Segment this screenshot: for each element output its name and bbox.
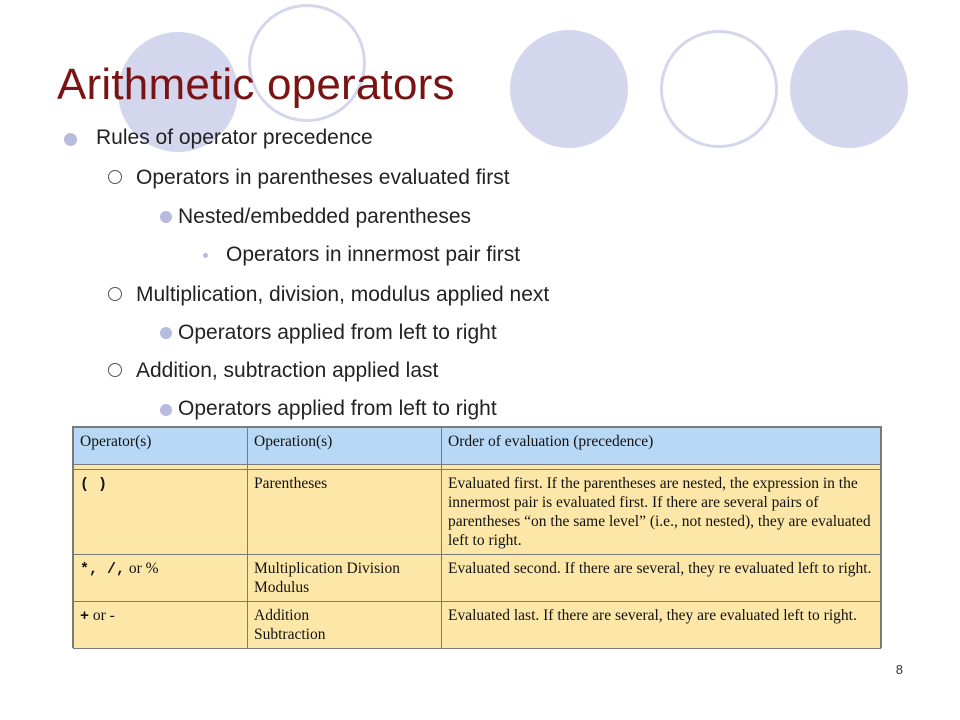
bullet-dot-icon	[160, 211, 172, 223]
table-header-row	[74, 428, 881, 465]
slide-title: Arithmetic operators	[57, 60, 455, 109]
operation-text-line2: Modulus	[254, 579, 310, 596]
decorative-circle	[510, 30, 628, 148]
page-number: 8	[895, 662, 903, 677]
bullet-item: Nested/embedded parentheses	[178, 205, 472, 228]
order-cell: Evaluated first. If the parentheses are nested, the expression in the innermost pair is evaluated first. If there are several pairs of parentheses “on the same level” (i.e., not nested), they are evaluated left to right.	[442, 470, 881, 555]
operation-cell	[248, 555, 442, 602]
bullet-item: Operators in parentheses evaluated first	[136, 166, 510, 189]
column-header-operations: Operation(s)	[248, 428, 442, 465]
operation-cell	[248, 602, 442, 649]
bullet-ring-icon	[108, 170, 122, 184]
bullet-item: Operators in innermost pair first	[226, 243, 521, 266]
operator-suffix: or -	[89, 607, 115, 624]
bullet-dot-icon	[160, 327, 172, 339]
decorative-circle	[790, 30, 908, 148]
bullet-ring-icon	[108, 363, 122, 377]
operation-text-line2: Subtraction	[254, 626, 326, 643]
table-row	[74, 602, 881, 649]
column-header-operators: Operator(s)	[74, 428, 248, 465]
bullet-item: Multiplication, division, modulus applied next	[136, 283, 550, 306]
order-cell: Evaluated last. If there are several, they are evaluated left to right.	[442, 602, 881, 649]
operation-text: Addition	[254, 607, 310, 624]
bullet-dot-icon	[160, 404, 172, 416]
operator-symbol: +	[80, 608, 90, 625]
bullet-ring-icon	[108, 287, 122, 301]
bullet-item: Addition, subtraction applied last	[136, 359, 439, 382]
order-cell: Evaluated second. If there are several, they re evaluated left to right.	[442, 555, 881, 602]
table-row	[74, 470, 881, 555]
operator-cell	[74, 602, 248, 649]
operation-text: Multiplication Division	[254, 560, 400, 577]
operator-symbol: ( )	[80, 476, 108, 493]
operator-cell	[74, 555, 248, 602]
table-row	[74, 555, 881, 602]
operator-suffix: or %	[125, 560, 159, 577]
precedence-table	[72, 426, 882, 648]
operation-text: Parentheses	[254, 475, 328, 492]
decorative-ring	[660, 30, 778, 148]
bullet-dot-icon	[64, 133, 77, 146]
bullet-item: Operators applied from left to right	[178, 397, 497, 420]
column-header-order: Order of evaluation (precedence)	[442, 428, 881, 465]
operator-cell	[74, 470, 248, 555]
bullet-small-dot-icon	[203, 253, 208, 258]
bullet-item: Rules of operator precedence	[96, 126, 373, 149]
operation-cell	[248, 470, 442, 555]
operator-symbol: *, /,	[80, 561, 126, 578]
bullet-item: Operators applied from left to right	[178, 321, 497, 344]
